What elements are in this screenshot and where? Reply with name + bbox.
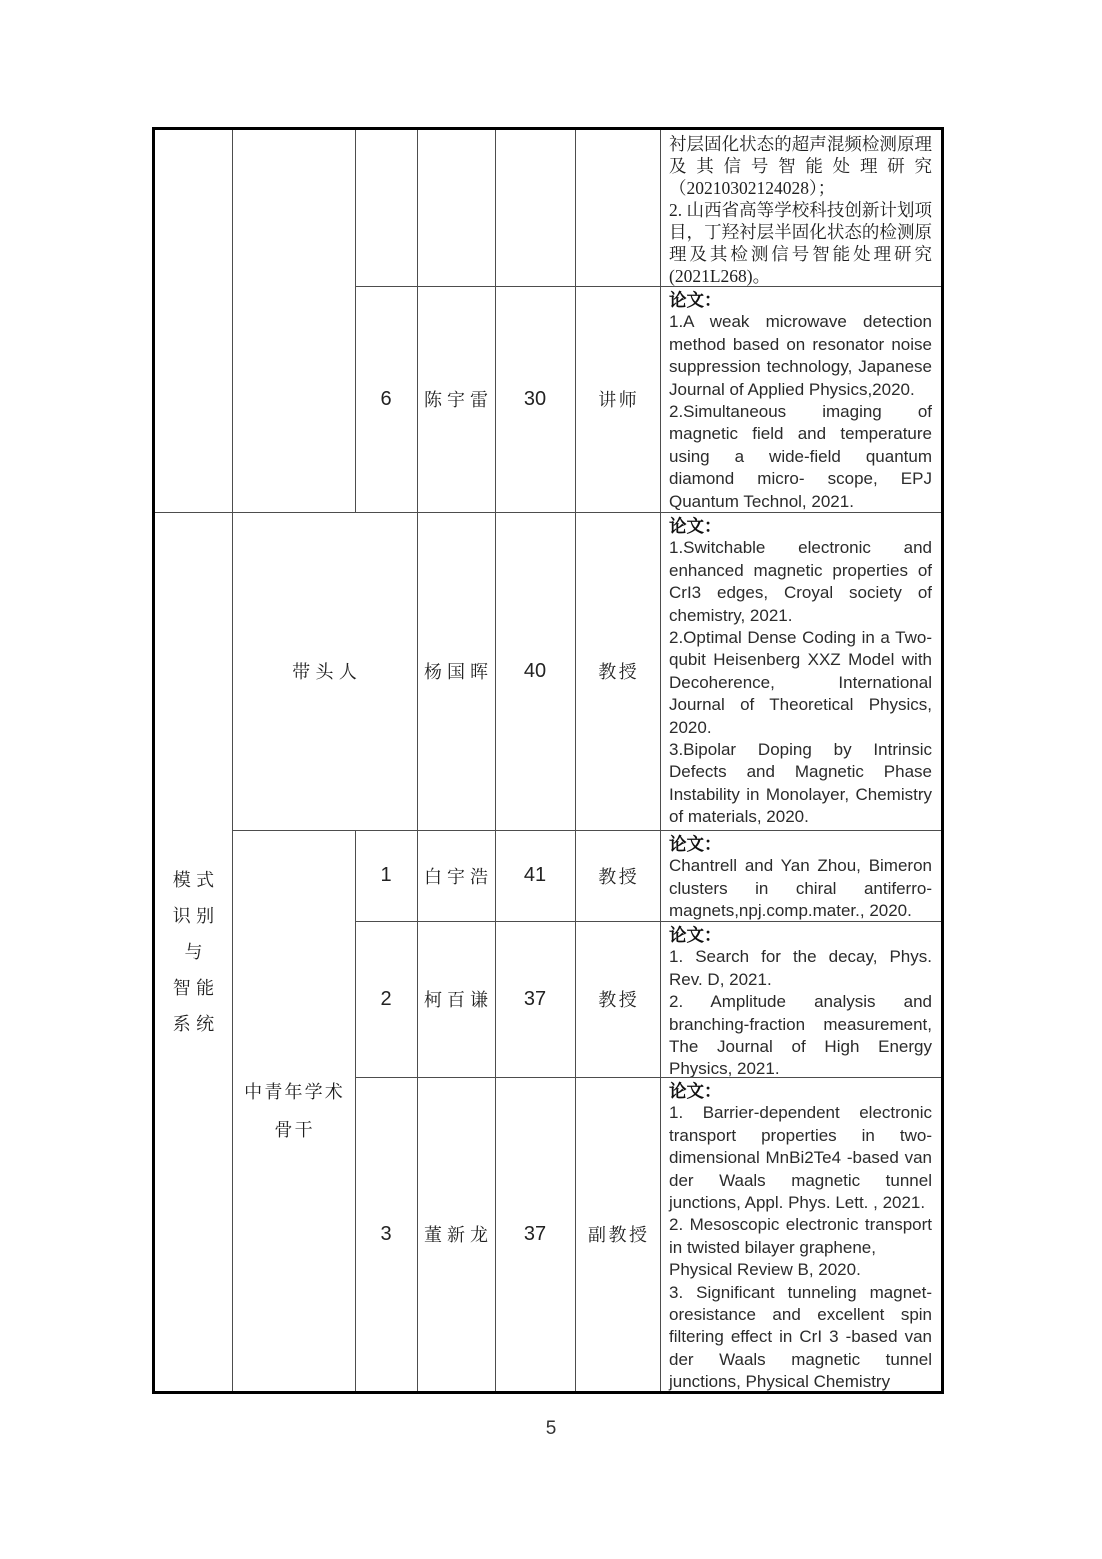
publications-label: 论文： bbox=[669, 516, 722, 536]
group-label-line: 智能 bbox=[172, 977, 220, 998]
personnel-table bbox=[152, 127, 944, 1394]
publication-item: 3. Significant tunneling magnet-oresistance and excellent spin filtering effect in CrI 3 -based van der Waals magnetic tunnel junctions, Physical Chemistry bbox=[669, 1282, 932, 1391]
backbone-label-line: 中青年学术 bbox=[244, 1081, 345, 1102]
cell-title: 教授 bbox=[598, 866, 640, 887]
publications-label: 论文： bbox=[669, 834, 722, 854]
cell-age: 37 bbox=[523, 1222, 547, 1245]
cell-publications bbox=[660, 286, 941, 512]
cell-publications bbox=[660, 512, 941, 830]
cell-role-backbone bbox=[232, 830, 355, 1391]
group-label-line: 与 bbox=[184, 941, 208, 962]
cell-name: 董新龙 bbox=[423, 1225, 494, 1245]
publications-label: 论文： bbox=[669, 925, 722, 945]
cell-name: 陈宇雷 bbox=[423, 390, 494, 410]
publication-item: 2. Mesoscopic electronic transport in twisted bilayer graphene, bbox=[669, 1215, 932, 1257]
cell-age: 41 bbox=[523, 864, 547, 886]
publication-item: 2. Amplitude analysis and branching-fraction measurement, The Journal of High Energy Physics, 2021. bbox=[669, 992, 932, 1077]
backbone-label-line: 骨干 bbox=[274, 1119, 315, 1140]
cell-publications-carryover bbox=[660, 130, 941, 286]
publications-label: 论文： bbox=[669, 290, 722, 310]
cell-name: 柯百谦 bbox=[423, 990, 494, 1010]
cell-age: 37 bbox=[523, 987, 547, 1010]
page-number: 5 bbox=[545, 1418, 557, 1439]
publication-item: 2.Optimal Dense Coding in a Two-qubit Heisenberg XXZ Model with Decoherence, International Journal of Theoretical Physics, 2020. bbox=[669, 628, 932, 737]
publication-item: 2.Simultaneous imaging of magnetic field and temperature using a wide-field quantum diamond micro- scope, EPJ Quantum Technol, 2021. bbox=[669, 402, 932, 511]
cell-title: 教授 bbox=[598, 662, 640, 682]
cell-publications bbox=[660, 830, 941, 921]
group-label-line: 模式 bbox=[172, 869, 220, 890]
publication-item: Physical Review B, 2020. bbox=[669, 1260, 861, 1280]
group-label-line: 识别 bbox=[172, 905, 220, 926]
cell-seq: 6 bbox=[380, 387, 392, 410]
publication-item: 1. Search for the decay, Phys. Rev. D, 2021. bbox=[669, 947, 932, 989]
cell-title: 讲师 bbox=[598, 390, 640, 410]
cell-age: 30 bbox=[523, 387, 547, 410]
cell-group-label bbox=[155, 512, 232, 1391]
publication-item: 3.Bipolar Doping by Intrinsic Defects and Magnetic Phase Instability in Monolayer, Chemistry of materials, 2020. bbox=[669, 740, 932, 827]
group-label-line: 系统 bbox=[172, 1013, 220, 1034]
publication-item: 1.A weak microwave detection method based on resonator noise suppression technology, Japanese Journal of Applied Physics,2020. bbox=[669, 312, 932, 399]
cell-title: 副教授 bbox=[587, 1225, 650, 1245]
cell-publications bbox=[660, 1077, 941, 1391]
publication-item: 1. Barrier-dependent electronic transport properties in two-dimensional MnBi2Te4 -based van der Waals magnetic tunnel junctions, Appl. Phys. Lett. , 2021. bbox=[669, 1103, 932, 1213]
publication-item: Chantrell and Yan Zhou, Bimeron clusters in chiral antiferro-magnets,npj.comp.mater., 2020. bbox=[669, 856, 932, 921]
cell-seq: 3 bbox=[380, 1222, 392, 1245]
publication-item: 衬层固化状态的超声混频检测原理及其信号智能处理研究（20210302124028）； bbox=[669, 134, 932, 198]
publication-item: 2. 山西省高等学校科技创新计划项目，丁羟衬层半固化状态的检测原理及其检测信号智能处理研究(2021L268)。 bbox=[669, 200, 932, 286]
cell-role-leader: 带头人 bbox=[292, 662, 363, 682]
cell-seq: 2 bbox=[380, 987, 392, 1010]
cell-seq: 1 bbox=[380, 864, 392, 886]
cell-title: 教授 bbox=[598, 990, 640, 1010]
publication-item: 1.Switchable electronic and enhanced magnetic properties of CrI3 edges, Croyal society of chemistry, 2021. bbox=[669, 538, 932, 625]
cell-name: 杨国晖 bbox=[423, 662, 494, 682]
cell-publications bbox=[660, 921, 941, 1077]
cell-age: 40 bbox=[523, 659, 547, 682]
cell-name: 白宇浩 bbox=[423, 866, 494, 887]
publications-label: 论文： bbox=[669, 1081, 722, 1101]
